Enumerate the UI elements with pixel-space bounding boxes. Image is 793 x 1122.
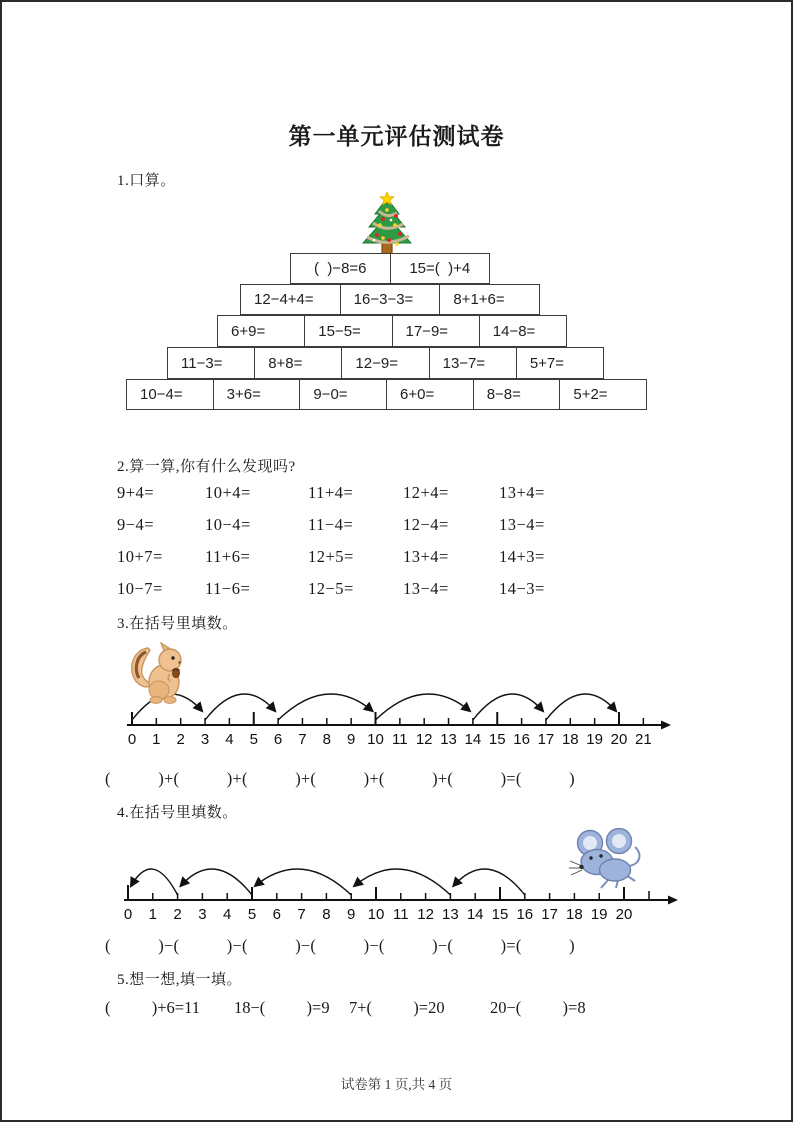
tick-label: 14 <box>466 906 484 923</box>
q2-equation: 10−7= <box>117 579 163 598</box>
tick-label: 18 <box>561 731 579 748</box>
tick-label: 10 <box>367 731 384 748</box>
tick-label: 18 <box>566 906 583 923</box>
pyramid-cell: 8+8= <box>254 348 341 378</box>
pyramid-cell: 5+7= <box>516 348 603 378</box>
pyramid-cell: 11−3= <box>181 354 223 372</box>
q2-equation: 11+6= <box>205 547 251 566</box>
squirrel-illustration <box>126 642 190 706</box>
mouse-illustration <box>568 828 644 890</box>
pyramid-cell: 16−3−3= <box>340 285 440 314</box>
hop-arc <box>181 869 252 895</box>
tick-label: 20 <box>615 906 633 923</box>
tick-label: 16 <box>516 906 534 923</box>
tick-label: 4 <box>223 906 232 923</box>
pyramid-row <box>167 347 604 379</box>
axis-arrowhead <box>661 721 671 730</box>
hop-arc <box>205 694 275 720</box>
q1-label: 1.口算。 <box>117 173 176 189</box>
pyramid-cell: 15−5= <box>304 316 391 346</box>
tick-label: 8 <box>322 906 331 923</box>
pyramid-cell: 6+0= <box>386 380 473 409</box>
pyramid-cell: 9−0= <box>299 380 386 409</box>
axis-arrowhead <box>668 896 678 905</box>
tick-label: 3 <box>198 906 207 923</box>
tick-label: 17 <box>537 731 555 748</box>
tick-label: 12 <box>415 731 433 748</box>
tick-label: 16 <box>513 731 530 748</box>
tick-label: 7 <box>298 731 307 748</box>
pyramid-cell: 13−7= <box>429 348 516 378</box>
q2-equation: 13+4= <box>499 483 545 502</box>
q2-equation: 9−4= <box>117 515 155 534</box>
tick-label: 6 <box>273 731 283 748</box>
tick-label: 19 <box>590 906 608 923</box>
tick-label: 21 <box>635 731 652 748</box>
q2-equation: 14−3= <box>499 579 545 598</box>
squirrel-eye <box>171 656 174 659</box>
q5-equation: 7+( )=20 <box>349 998 445 1017</box>
q2-equation: 11+4= <box>308 483 354 502</box>
hop-arc <box>278 694 372 720</box>
hop-arc <box>376 694 470 720</box>
tick-label: 19 <box>586 731 603 748</box>
q2-equation: 10+4= <box>205 483 251 502</box>
tick-label: 12 <box>417 906 434 923</box>
tick-label: 5 <box>249 731 258 748</box>
q3-answer-line: ( )+( )+( )+( )+( )+( )=( ) <box>105 769 575 788</box>
q5-equation: 18−( )=9 <box>234 998 330 1017</box>
pyramid-row <box>240 284 540 315</box>
hop-arc <box>453 869 524 895</box>
q4-answer-line: ( )−( )−( )−( )−( )−( )=( ) <box>105 936 575 955</box>
tick-label: 3 <box>200 731 210 748</box>
pyramid-cell: 6+9= <box>231 322 266 340</box>
tick-label: 9 <box>347 906 356 923</box>
pyramid-cell: 3+6= <box>213 380 300 409</box>
q5-equation: ( )+6=11 <box>105 998 200 1017</box>
tick-label: 6 <box>272 906 281 923</box>
hop-arc <box>473 694 543 720</box>
pyramid-row <box>217 315 567 347</box>
tick-label: 13 <box>440 731 457 748</box>
tick-label: 14 <box>464 731 482 748</box>
page-footer: 试卷第 1 页,共 4 页 <box>340 1077 453 1092</box>
q2-equation: 12+4= <box>403 483 449 502</box>
q2-equation: 13+4= <box>403 547 449 566</box>
tick-label: 4 <box>225 731 234 748</box>
pyramid-cell: 5+2= <box>559 380 646 409</box>
hop-arc <box>354 869 450 895</box>
q2-equation: 10+7= <box>117 547 163 566</box>
q2-equation: 12−4= <box>403 515 449 534</box>
hop-arc <box>546 694 616 720</box>
q2-equation: 14+3= <box>499 547 545 566</box>
pyramid-cell: 8+1+6= <box>439 285 539 314</box>
tick-label: 15 <box>488 731 506 748</box>
hop-arc <box>131 869 178 895</box>
pyramid-row <box>290 253 490 284</box>
tick-label: 9 <box>346 731 356 748</box>
q5-equation: 20−( )=8 <box>490 998 586 1017</box>
tick-label: 5 <box>247 906 257 923</box>
tick-label: 11 <box>392 731 408 748</box>
page-title: 第一单元评估测试卷 <box>288 124 505 149</box>
tick-label: 2 <box>176 731 185 748</box>
pyramid-cell: 12−9= <box>341 348 428 378</box>
pyramid-cell: ( )−8=6 <box>313 260 367 277</box>
tick-label: 13 <box>442 906 459 923</box>
q2-equation: 12−5= <box>308 579 354 598</box>
hop-arc <box>255 869 351 895</box>
tick-label: 0 <box>127 731 137 748</box>
q2-equation: 11−6= <box>205 579 251 598</box>
tick-label: 17 <box>541 906 558 923</box>
tick-label: 20 <box>610 731 628 748</box>
tick-label: 10 <box>367 906 385 923</box>
q2-equation: 13−4= <box>499 515 545 534</box>
q5-label: 5.想一想,填一填。 <box>117 972 243 988</box>
pyramid-cell: 15=( )+4 <box>390 254 490 283</box>
q3-label: 3.在括号里填数。 <box>117 616 238 632</box>
mouse-tail <box>628 847 639 866</box>
tick-label: 2 <box>173 906 182 923</box>
christmas-tree-illustration <box>353 192 421 256</box>
q2-equation: 10−4= <box>205 515 251 534</box>
q2-label: 2.算一算,你有什么发现吗? <box>117 459 296 475</box>
pyramid-cell: 10−4= <box>140 386 183 403</box>
tick-label: 8 <box>322 731 331 748</box>
tick-label: 0 <box>123 906 133 923</box>
numberline-forward <box>100 635 700 753</box>
tick-label: 7 <box>297 906 306 923</box>
tick-label: 11 <box>393 906 409 923</box>
tick-label: 15 <box>491 906 509 923</box>
pyramid-cell: 8−8= <box>473 380 560 409</box>
q2-equation: 11−4= <box>308 515 354 534</box>
pyramid-cell: 12−4+4= <box>254 291 314 308</box>
pyramid-cell: 14−8= <box>479 316 566 346</box>
q2-equation: 13−4= <box>403 579 449 598</box>
tick-label: 1 <box>152 731 161 748</box>
pyramid-cell: 17−9= <box>392 316 479 346</box>
q2-equation: 9+4= <box>117 483 155 502</box>
q4-label: 4.在括号里填数。 <box>117 805 238 821</box>
q2-equation: 12+5= <box>308 547 354 566</box>
tick-label: 1 <box>148 906 157 923</box>
pyramid-row <box>126 379 647 410</box>
